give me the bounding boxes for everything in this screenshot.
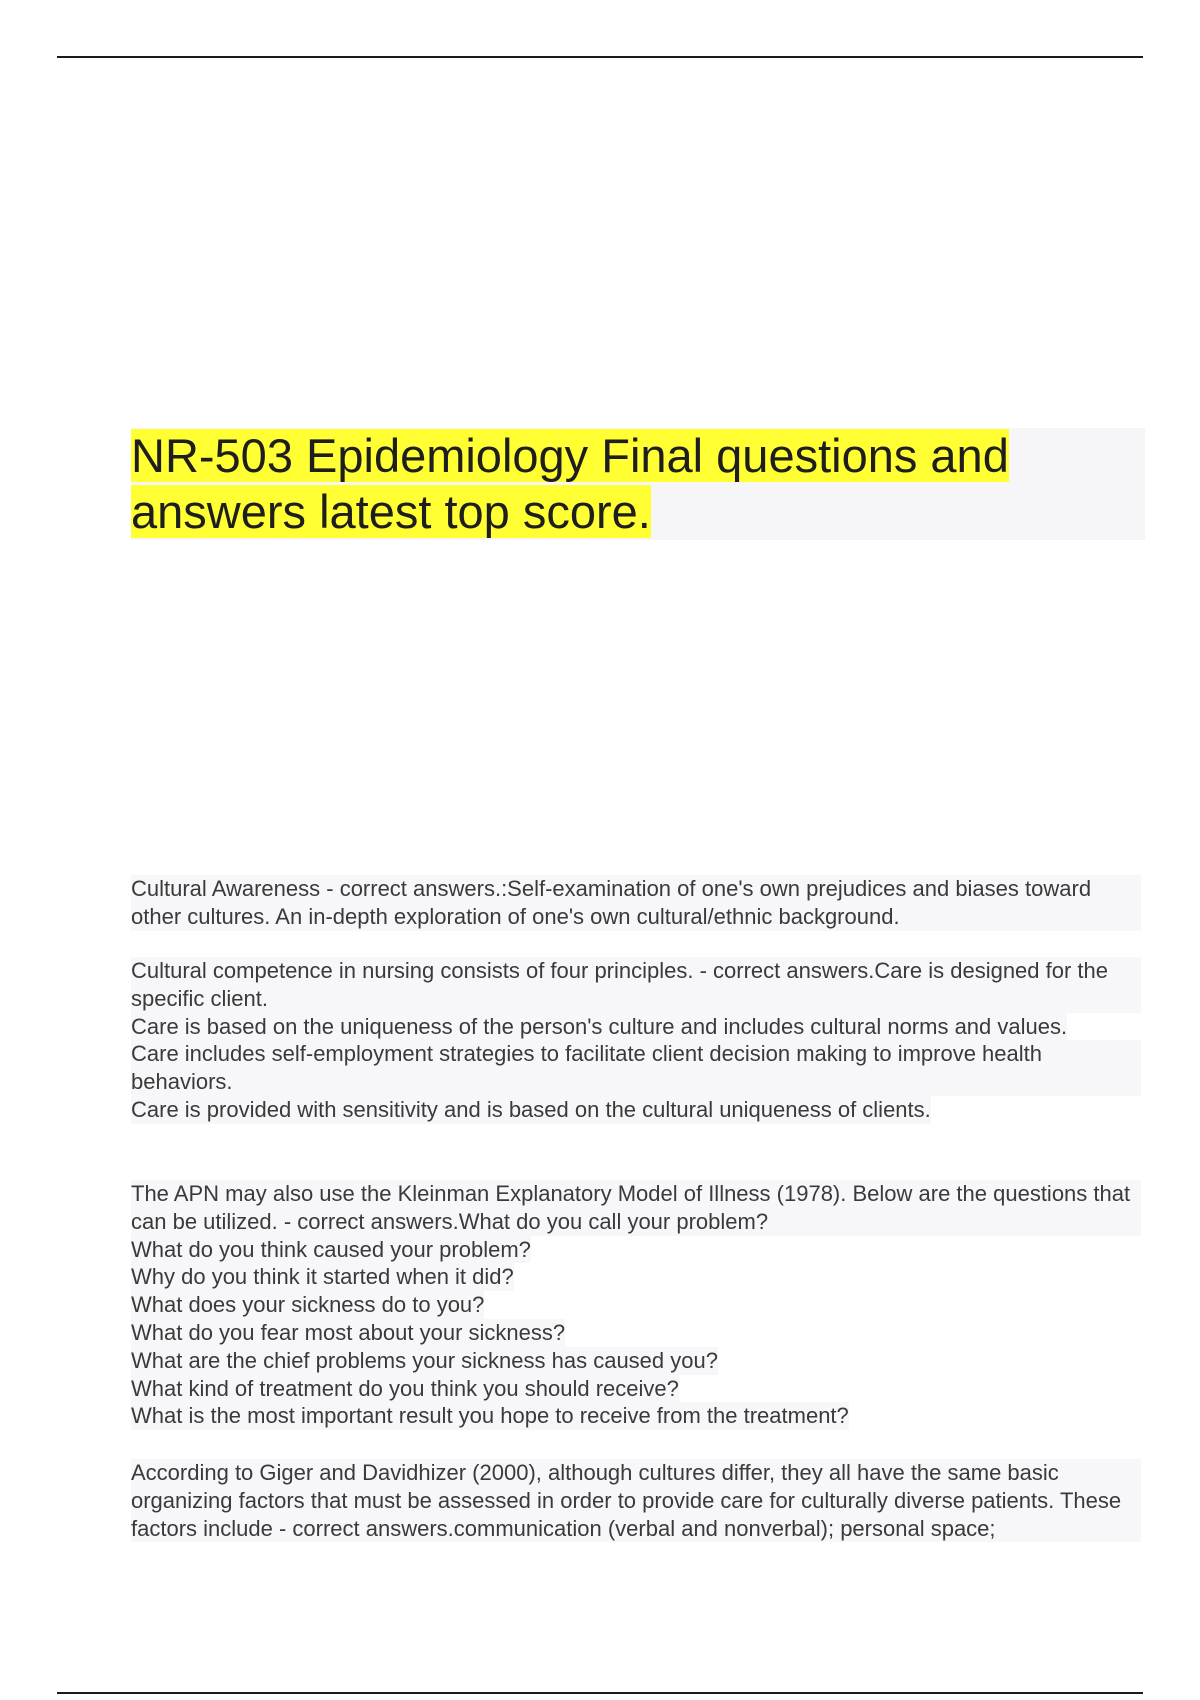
qa-line: Cultural competence in nursing consists of four principles. - correct answers.Care is designed for the specific client. [131, 957, 1141, 1013]
qa-line: What are the chief problems your sickness has caused you? [131, 1347, 718, 1373]
qa-line: What kind of treatment do you think you should receive? [131, 1375, 679, 1401]
qa-entry-kleinman-model [131, 1180, 1141, 1430]
qa-line: According to Giger and Davidhizer (2000), although cultures differ, they all have the same basic organizing factors that must be assessed in order to provide care for culturally diverse patients. These factors include - correct answers.communication (verbal and nonverbal); personal space; [131, 1459, 1141, 1542]
qa-entry-cultural-competence [131, 957, 1141, 1124]
header-rule [57, 56, 1143, 58]
qa-line: The APN may also use the Kleinman Explanatory Model of Illness (1978). Below are the questions that can be utilized. - correct answers.What do you call your problem? [131, 1180, 1141, 1236]
qa-line: What does your sickness do to you? [131, 1292, 485, 1318]
qa-line: Cultural Awareness - correct answers.:Self-examination of one's own prejudices and biases toward other cultures. An in-depth exploration of one's own cultural/ethnic background. [131, 875, 1141, 931]
qa-line: Why do you think it started when it did? [131, 1264, 514, 1290]
document-title [131, 428, 1071, 540]
qa-entry-giger-davidhizer [131, 1459, 1141, 1542]
qa-line: Care is based on the uniqueness of the person's culture and includes cultural norms and values. [131, 1013, 1068, 1039]
title-highlight: NR-503 Epidemiology Final questions and answers latest top score. [131, 429, 1009, 538]
qa-line: What do you think caused your problem? [131, 1236, 531, 1262]
qa-line: What is the most important result you hope to receive from the treatment? [131, 1403, 849, 1429]
qa-line: What do you fear most about your sickness? [131, 1319, 566, 1345]
qa-line: Care includes self-employment strategies to facilitate client decision making to improve health behaviors. [131, 1040, 1141, 1096]
qa-line: Care is provided with sensitivity and is based on the cultural uniqueness of clients. [131, 1096, 931, 1122]
qa-entry-cultural-awareness [131, 875, 1141, 931]
footer-rule [57, 1692, 1143, 1694]
